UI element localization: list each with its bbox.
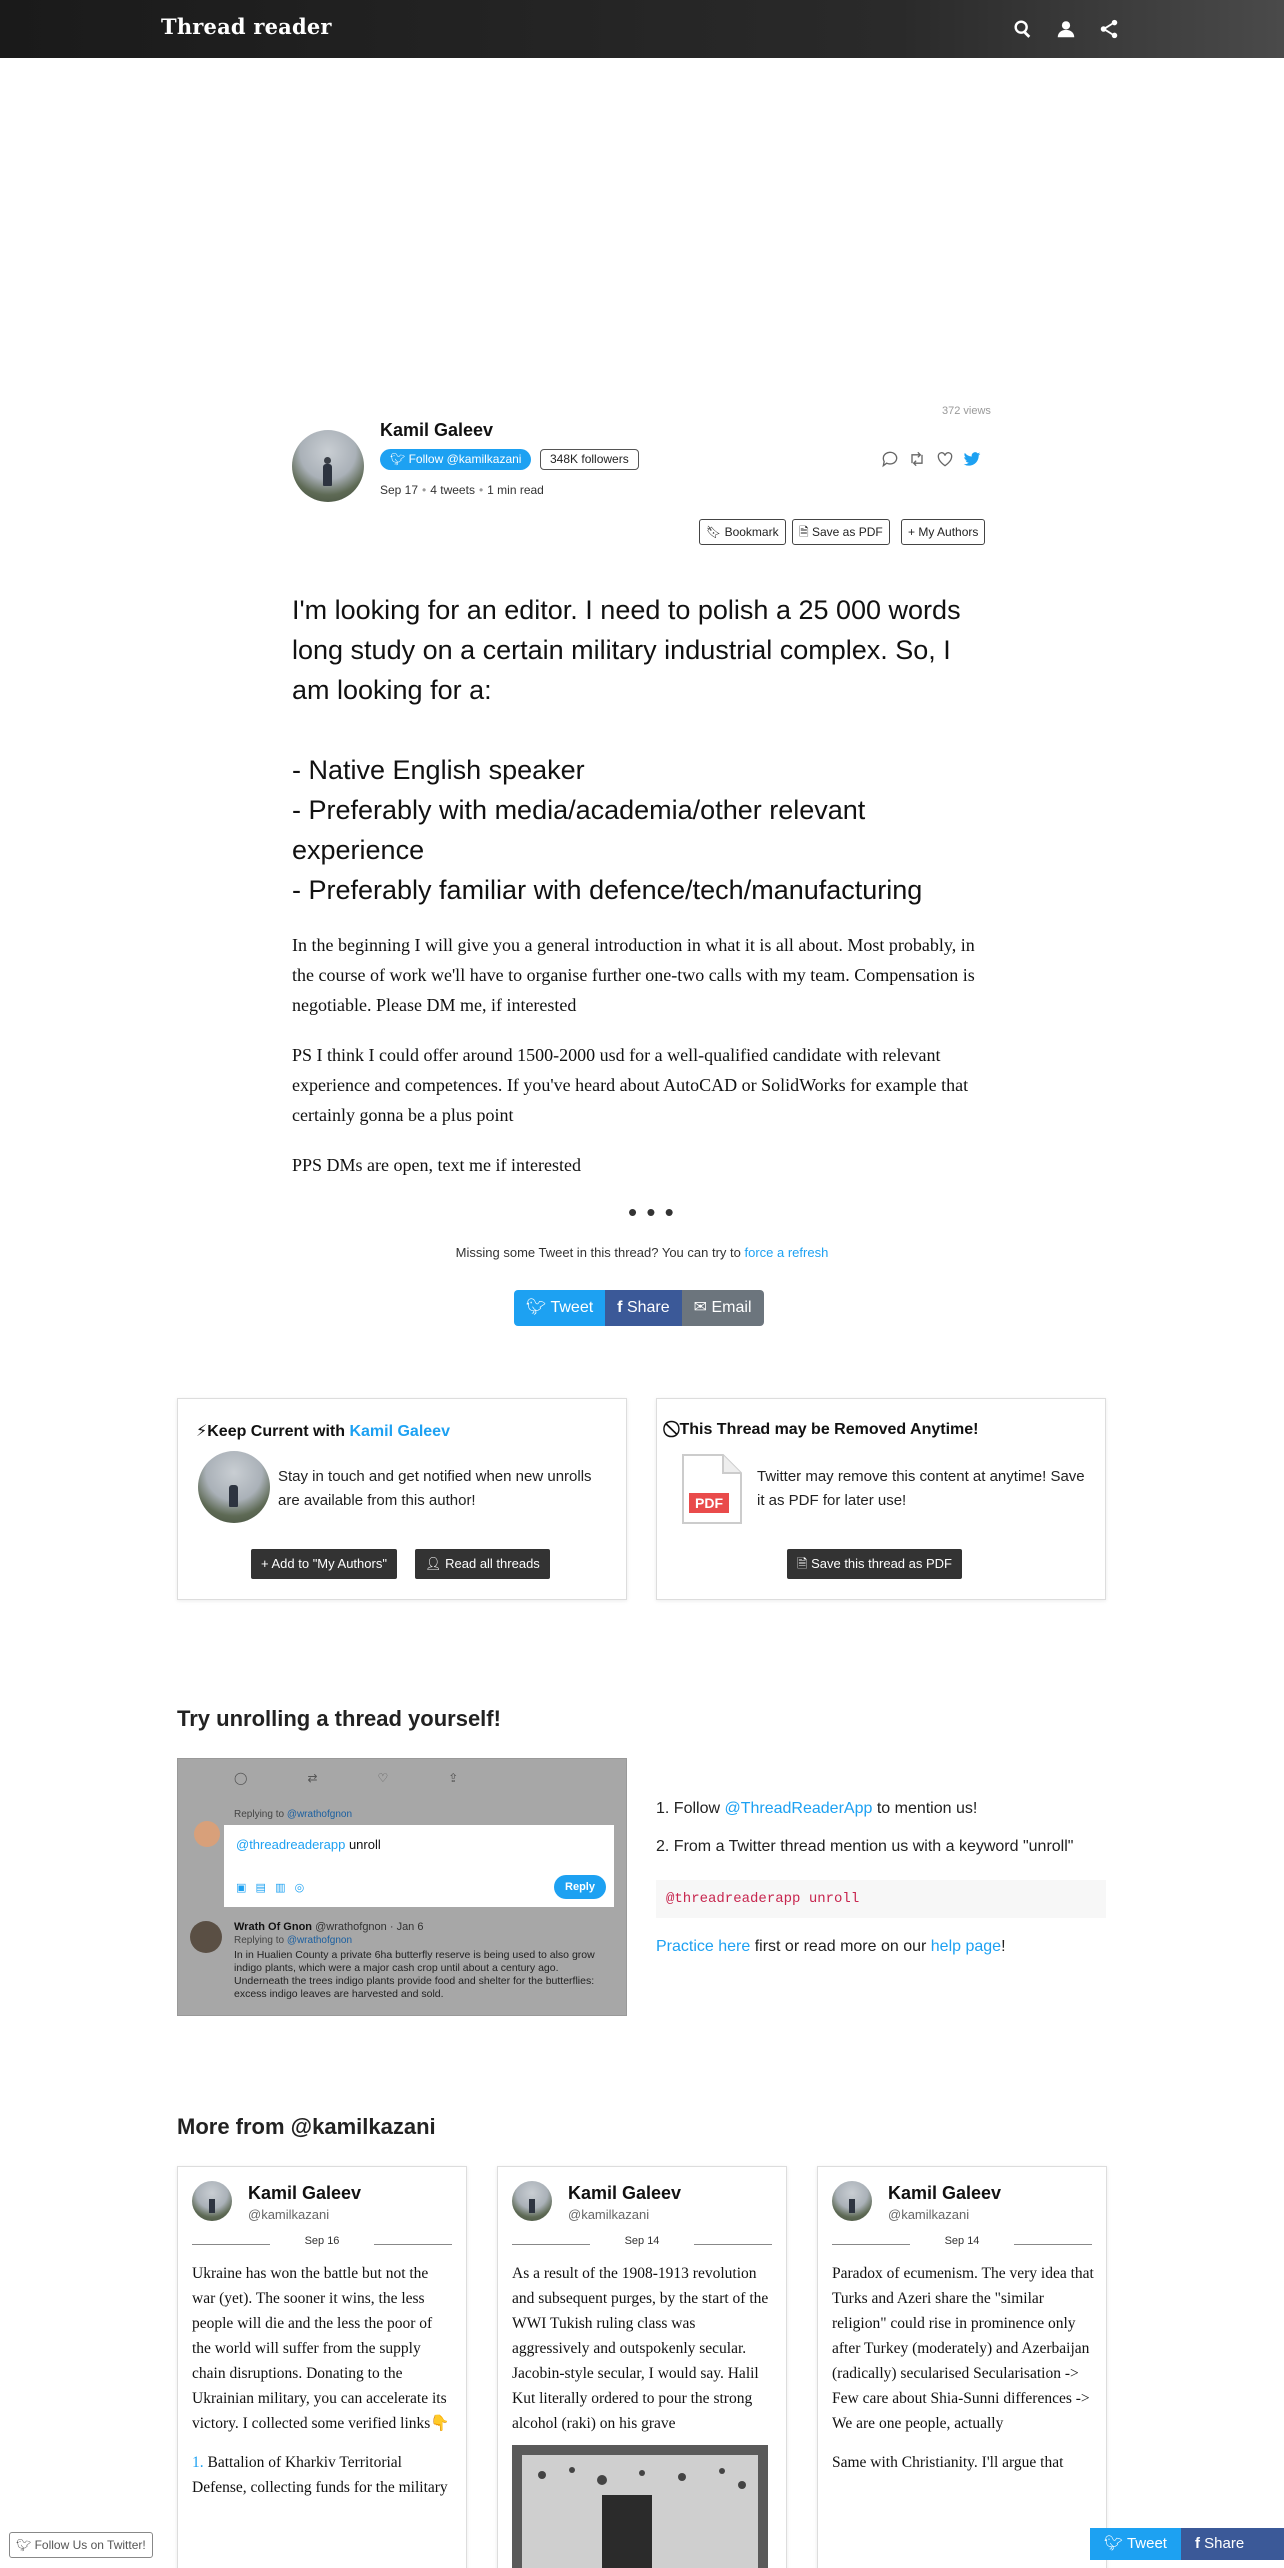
share-buttons bbox=[514, 1290, 764, 1326]
avatar bbox=[832, 2181, 872, 2221]
thread-card[interactable] bbox=[177, 2166, 467, 2568]
facebook-share-button[interactable]: f Share bbox=[605, 1290, 681, 1326]
keep-current-text: Stay in touch and get notified when new unrolls are available from this author! bbox=[278, 1468, 592, 1509]
mock-tweet-text: In in Hualien County a private 6ha butterfly reserve is being used to also grow indigo plants, which were a major cash crop until about a century ago. Underneath the trees indigo plants provide food and shelter for the butterflies: excess indigo leaves are harvested and sold. bbox=[234, 1949, 595, 2000]
card-text: Paradox of ecumenism. The very idea that Turks and Azeri share the "similar religion" could rise in prominence only after Turkey (moderately) and Azerbaijan (radically) secularised Secularisation -> Few care about Shia-Sunni differences -> We are one people, actually Same with Christianity. I'll argue that bbox=[832, 2265, 1094, 2471]
thread-end-dots: • • • bbox=[628, 1197, 675, 1227]
help-page-link[interactable]: help page bbox=[930, 1938, 1002, 1955]
user-icon[interactable] bbox=[1055, 18, 1077, 40]
add-to-my-authors-button[interactable]: + Add to "My Authors" bbox=[251, 1549, 397, 1579]
missing-tweet-notice: Missing some Tweet in this thread? You can try to force a refresh bbox=[455, 1245, 829, 1260]
unroll-steps bbox=[656, 1800, 1073, 1876]
mock-reply-button: Reply bbox=[554, 1875, 606, 1899]
retweet-icon[interactable] bbox=[907, 449, 927, 469]
avatar bbox=[192, 2181, 232, 2221]
like-icon[interactable] bbox=[935, 449, 955, 469]
practice-line: Practice here first or read more on our help page! bbox=[656, 1938, 1006, 1955]
card-date: Sep 14 bbox=[832, 2235, 1092, 2255]
bookmark-icon: 🔖︎ bbox=[706, 525, 722, 539]
followers-count: 348K followers bbox=[540, 449, 639, 470]
follow-us-button[interactable]: 🐦︎ Follow Us on Twitter! bbox=[9, 2532, 153, 2558]
author-name[interactable]: Kamil Galeev bbox=[380, 420, 494, 440]
footer-tweet-button[interactable]: 🐦︎ Tweet bbox=[1090, 2528, 1181, 2560]
keep-current-card bbox=[177, 1398, 627, 1600]
twitter-icon: 🐦︎ bbox=[1104, 2535, 1127, 2552]
bookmark-button[interactable]: 🔖︎ Bookmark bbox=[699, 519, 786, 545]
tweet-share-button[interactable]: 🐦︎ Tweet bbox=[514, 1290, 605, 1326]
more-from-title: More from @kamilkazani bbox=[177, 2114, 436, 2139]
card-date: Sep 14 bbox=[512, 2235, 772, 2255]
threadreaderapp-link[interactable]: @ThreadReaderApp bbox=[724, 1800, 873, 1817]
step-2: 2. From a Twitter thread mention us with a keyword "unroll" bbox=[656, 1838, 1073, 1856]
plus-icon: + bbox=[908, 525, 916, 539]
card-author-name: Kamil Galeev bbox=[248, 2183, 362, 2203]
keep-current-title: ⚡︎Keep Current with Kamil Galeev bbox=[196, 1423, 450, 1440]
card-author-handle: @kamilkazani bbox=[888, 2207, 970, 2222]
practice-link[interactable]: Practice here bbox=[656, 1938, 751, 1955]
save-pdf-button[interactable]: 🗎 Save as PDF bbox=[792, 519, 890, 545]
facebook-icon: f bbox=[617, 1299, 623, 1316]
card-text: As a result of the 1908-1913 revolution and subsequent purges, by the start of the WWI Tukish ruling class was aggressively and outspokenly secular. Jacobin-style secular, I would say. Halil Kut literally ordered to pour the strong alcohol (raki) on his grave bbox=[512, 2265, 769, 2432]
email-share-button[interactable]: ✉ Email bbox=[682, 1290, 764, 1326]
card-author-handle: @kamilkazani bbox=[568, 2207, 650, 2222]
reply-icon[interactable] bbox=[880, 449, 900, 469]
avatar bbox=[198, 1451, 270, 1523]
thread-card[interactable] bbox=[497, 2166, 787, 2568]
footer-share-button[interactable]: f Share bbox=[1181, 2528, 1284, 2560]
file-pdf-icon: 🗎 bbox=[797, 1556, 812, 1571]
my-authors-button[interactable]: + My Authors bbox=[901, 519, 985, 545]
card-author-handle: @kamilkazani bbox=[248, 2207, 330, 2222]
step-1: 1. Follow @ThreadReaderApp to mention us! bbox=[656, 1800, 1073, 1818]
twitter-bird-icon: 🐦︎ bbox=[390, 452, 409, 466]
pdf-file-icon bbox=[681, 1453, 743, 1525]
search-icon[interactable] bbox=[1012, 18, 1034, 40]
avatar bbox=[512, 2181, 552, 2221]
thread-card[interactable] bbox=[817, 2166, 1107, 2568]
plus-icon: + bbox=[261, 1556, 272, 1571]
avatar[interactable] bbox=[292, 430, 364, 502]
tweet-3: PS I think I could offer around 1500-2000 usd for a well-qualified candidate with relevant experience and competences. If you've heard about AutoCAD or SolidWorks for example that certainly gonna be a plus point bbox=[292, 1045, 969, 1125]
card-author-name: Kamil Galeev bbox=[568, 2183, 682, 2203]
twitter-icon: 🐦︎ bbox=[16, 2538, 35, 2552]
save-thread-pdf-button[interactable]: 🗎 Save this thread as PDF bbox=[787, 1549, 962, 1579]
unroll-demo-image: ◯ ⇄ ♡ ⇪ Replying to @wrathofgnon @threadreaderapp unroll ▣ ▤ ▥ ◎ Reply Wrath Of Gnon @wrathofgnon · Jan 6 Replying to @wrathofgnon In in Hualien County a private 6ha butterfly reserve is being used to also grow indigo plants, which were a major cash crop until about a century ago. Underneath the trees indigo plants provide food and shelter for the butterflies: excess indigo leaves are harvested and sold. bbox=[177, 1758, 627, 2016]
author-link[interactable]: Kamil Galeev bbox=[349, 1423, 450, 1440]
mock-action-bar: ◯ ⇄ ♡ ⇪ bbox=[234, 1771, 459, 1785]
twitter-icon: 🐦︎ bbox=[526, 1299, 551, 1316]
mock-avatar bbox=[194, 1821, 220, 1847]
bolt-icon: ⚡︎ bbox=[196, 1423, 208, 1440]
unroll-code-example: @threadreaderapp unroll bbox=[656, 1880, 1106, 1918]
tweet-2: In the beginning I will give you a general introduction in what it is all about. Most probably, in the course of work we'll have to organise further one-two calls with my team. Compensation is negotiable. Please DM me, if interested bbox=[292, 935, 975, 1015]
card-author-name: Kamil Galeev bbox=[888, 2183, 1002, 2203]
tweet-1: I'm looking for an editor. I need to polish a 25 000 words long study on a certain military industrial complex. So, I am looking for a: - Native English speaker - Preferably with media/academia/other relevant experience - Preferably familiar with defence/tech/manufacturing bbox=[292, 595, 961, 905]
mock-media-icons: ▣ ▤ ▥ ◎ bbox=[236, 1882, 305, 1894]
envelope-icon: ✉ bbox=[693, 1299, 712, 1316]
tweet-actions bbox=[880, 449, 985, 469]
removal-warning-text: Twitter may remove this content at anytime! Save it as PDF for later use! bbox=[757, 1468, 1085, 1509]
mock-reply-box: @threadreaderapp unroll ▣ ▤ ▥ ◎ Reply bbox=[224, 1825, 614, 1907]
brand-logo[interactable]: Thread reader bbox=[161, 14, 332, 39]
file-pdf-icon: 🗎 bbox=[799, 525, 809, 539]
thread-meta: Sep 17 • 4 tweets • 1 min read bbox=[380, 483, 544, 497]
user-icon: 👤︎ bbox=[425, 1556, 446, 1571]
tweet-4: PPS DMs are open, text me if interested bbox=[292, 1155, 581, 1175]
card-date: Sep 16 bbox=[192, 2235, 452, 2255]
card-text: Ukraine has won the battle but not the war (yet). The sooner it wins, the less people will die and the less the poor of the world will suffer from the supply chain disruptions. Donating to the Ukrainian military, you can accelerate its victory. I collected some verified links👇 1. Battalion of Kharkiv Territorial Defense, collecting funds for the military bbox=[192, 2265, 450, 2496]
follow-button[interactable]: 🐦︎ Follow @kamilkazani bbox=[380, 449, 531, 470]
view-count: 372 views bbox=[942, 405, 991, 417]
mock-author-avatar bbox=[190, 1921, 222, 1953]
removal-warning-title: This Thread may be Removed Anytime! bbox=[679, 1421, 979, 1438]
facebook-icon: f bbox=[1195, 2535, 1200, 2552]
card-image bbox=[512, 2445, 768, 2568]
svg-text:PDF: PDF bbox=[695, 1495, 723, 1511]
read-all-threads-button[interactable]: 👤︎ Read all threads bbox=[415, 1549, 550, 1579]
share-icon[interactable] bbox=[1098, 18, 1120, 40]
unroll-section-title: Try unrolling a thread yourself! bbox=[177, 1706, 501, 1731]
force-refresh-link[interactable]: force a refresh bbox=[744, 1245, 829, 1260]
navbar bbox=[0, 0, 1284, 58]
twitter-icon[interactable] bbox=[962, 449, 982, 469]
removal-warning-card bbox=[656, 1398, 1106, 1600]
